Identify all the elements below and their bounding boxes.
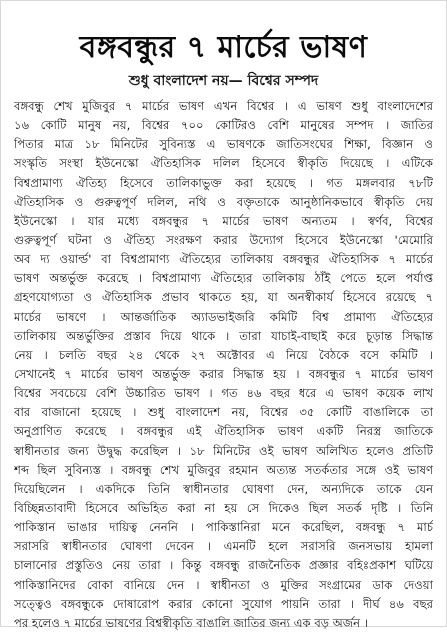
article-line: নেয় । চলতি বছর ২৪ থেকে ২৭ অক্টোবর এ নিয়ে বৈঠকে বসে কমিটি ।	[14, 347, 433, 362]
article-line: অব দ্য ওয়ার্ল্ড' বা বিশ্বপ্রামাণ্য ঐতিহ্যের তালিকায় বঙ্গবন্ধুর ঐতিহাসিক ৭ মার্চের	[14, 252, 433, 267]
article-body	[14, 97, 433, 633]
article-line: পর হলেও ৭ মার্চের ভাষণের বিশ্বস্বীকৃতি বাঙালি জাতির জন্য এক বড় অর্জন ।	[14, 615, 368, 630]
article-line: বঙ্গবন্ধু শেখ মুজিবুর ৭ মার্চের ভাষণ এখন বিশ্বের । এ ভাষণ শুধু বাংলাদেশের	[14, 99, 433, 113]
article-line: অনুপ্রাণিত করেছে । বঙ্গবন্ধুর এই ঐতিহাসিক ভাষণ একটি নিরস্ত্র জাতিকে	[14, 424, 433, 439]
article-title: বঙ্গবন্ধুর ৭ মার্চের ভাষণ	[79, 30, 368, 65]
article-line: পাকিস্তানিদের বোকা বানিয়ে দেন । স্বাধীনতা ও মুক্তির সংগ্রামের ডাক দেওয়া	[14, 577, 433, 592]
article-line: স্বাধীনতার জন্য উদ্বুদ্ধ করেছিল । ১৮ মিনিটের ওই ভাষণ অলিখিত হলেও প্রতিটি	[14, 443, 433, 458]
article-line: শব্দ ছিল সুবিন্যস্ত । বঙ্গবন্ধু শেখ মুজিবুর রহমান অত্যন্ত সতর্কতার সঙ্গে ওই ভাষণ	[14, 462, 433, 477]
article-line: তালিকায় অন্তর্ভুক্তির প্রস্তাব দিয়ে থাকে । তারা যাচাই-বাছাই করে চূড়ান্ত সিদ্ধান্ত	[14, 328, 433, 343]
article-line: ভাষণ অন্তর্ভুক্ত করেছে । বিশ্বপ্রামাণ্য ঐতিহ্যের তালিকায় ঠাঁই পেতে হলে পর্যাপ্ত	[14, 271, 433, 286]
article-line: মার্চের ভাষণে । আন্তর্জাতিক অ্যাডভাইজরি কমিটি বিশ্ব প্রামাণ্য ঐতিহ্যের	[14, 309, 433, 324]
article-line: সেখানেই ৭ মার্চের ভাষণ অন্তর্ভুক্ত করার সিদ্ধান্ত হয় । বঙ্গবন্ধুর ৭ মার্চের ভাষণ	[14, 366, 433, 381]
article-subtitle: শুধু বাংলাদেশ নয়— বিশ্বের সম্পদ	[128, 73, 319, 89]
article-line: ১৬ কোটি মানুষ নয়, বিশ্বের ৭০০ কোটিরও বেশি মানুষের সম্পদ । জাতির	[14, 118, 433, 133]
article-line: চালানোর প্রস্তুতিও নেয় তারা । কিন্তু বঙ্গবন্ধু রাজনৈতিক প্রজ্ঞার বহিঃপ্রকাশ ঘটিয়ে	[14, 558, 433, 573]
article-line: ঐতিহাসিক ও গুরুত্বপূর্ণ দলিল, নথি ও বক্তৃতাকে আনুষ্ঠানিকভাবে স্বীকৃতি দেয়	[14, 194, 433, 209]
article-line: দিয়েছিলেন । একদিকে তিনি স্বাধীনতার ঘোষণা দেন, অন্যদিকে তাকে যেন	[14, 481, 433, 496]
article-line: সরাসরি স্বাধীনতার ঘোষণা দেবেন । এমনটি হলে সরাসরি জনসভায় হামলা	[14, 539, 433, 554]
article-line: পাকিস্তান ভাঙার দায়িত্ব নেননি । পাকিস্তানিরা মনে করেছিল, বঙ্গবন্ধু ৭ মার্চ	[14, 520, 433, 535]
article-line: বিচ্ছিন্নতাবাদী হিসেবে অভিহিত করা না হয় সে দিকেও ছিল সতর্ক দৃষ্টি । তিনি	[14, 500, 433, 515]
article-line: সংস্কৃতি সংস্থা ইউনেস্কো ঐতিহাসিক দলিল হিসেবে স্বীকৃতি দিয়েছে । এটিকে	[14, 156, 433, 171]
article-line: গ্রহণযোগ্যতা ও ঐতিহাসিক প্রভাব থাকতে হয়, যা অনস্বীকার্য হিসেবে রয়েছে ৭	[14, 290, 433, 305]
article-line: গুরুত্বপূর্ণ ঘটনা ও ঐতিহ্য সংরক্ষণ করার উদ্যোগ হিসেবে ইউনেস্কো 'মেমোরি	[14, 232, 433, 247]
article-line: বিশ্বপ্রামাণ্য ঐতিহ্য হিসেবে তালিকাভুক্ত করা হয়েছে । গত মঙ্গলবার ৭৮টি	[14, 175, 433, 190]
article-line: বার বাজানো হয়েছে । শুধু বাংলাদেশ নয়, বিশ্বের ৩৫ কোটি বাঙালিকে তা	[14, 405, 433, 420]
article-line: ইউনেস্কো । যার মধ্যে বঙ্গবন্ধুর ৭ মার্চের ভাষণ অন্যতম । স্বর্ণব, বিশ্বের	[14, 213, 433, 228]
article-line: বিশ্বের সবচেয়ে বেশি উচ্চারিত ভাষণ । গত ৪৬ বছর ধরে এ ভাষণ কয়েক লাখ	[14, 386, 433, 401]
article-line: সত্ত্বেও বঙ্গবন্ধুকে দোষারোপ করার কোনো সুযোগ পায়নি তারা । দীর্ঘ ৪৬ বছর	[14, 596, 433, 611]
article-line: পিতার মাত্র ১৮ মিনিটের সুবিন্যস্ত এ ভাষণকে জাতিসংঘের শিক্ষা, বিজ্ঞান ও	[14, 137, 433, 152]
